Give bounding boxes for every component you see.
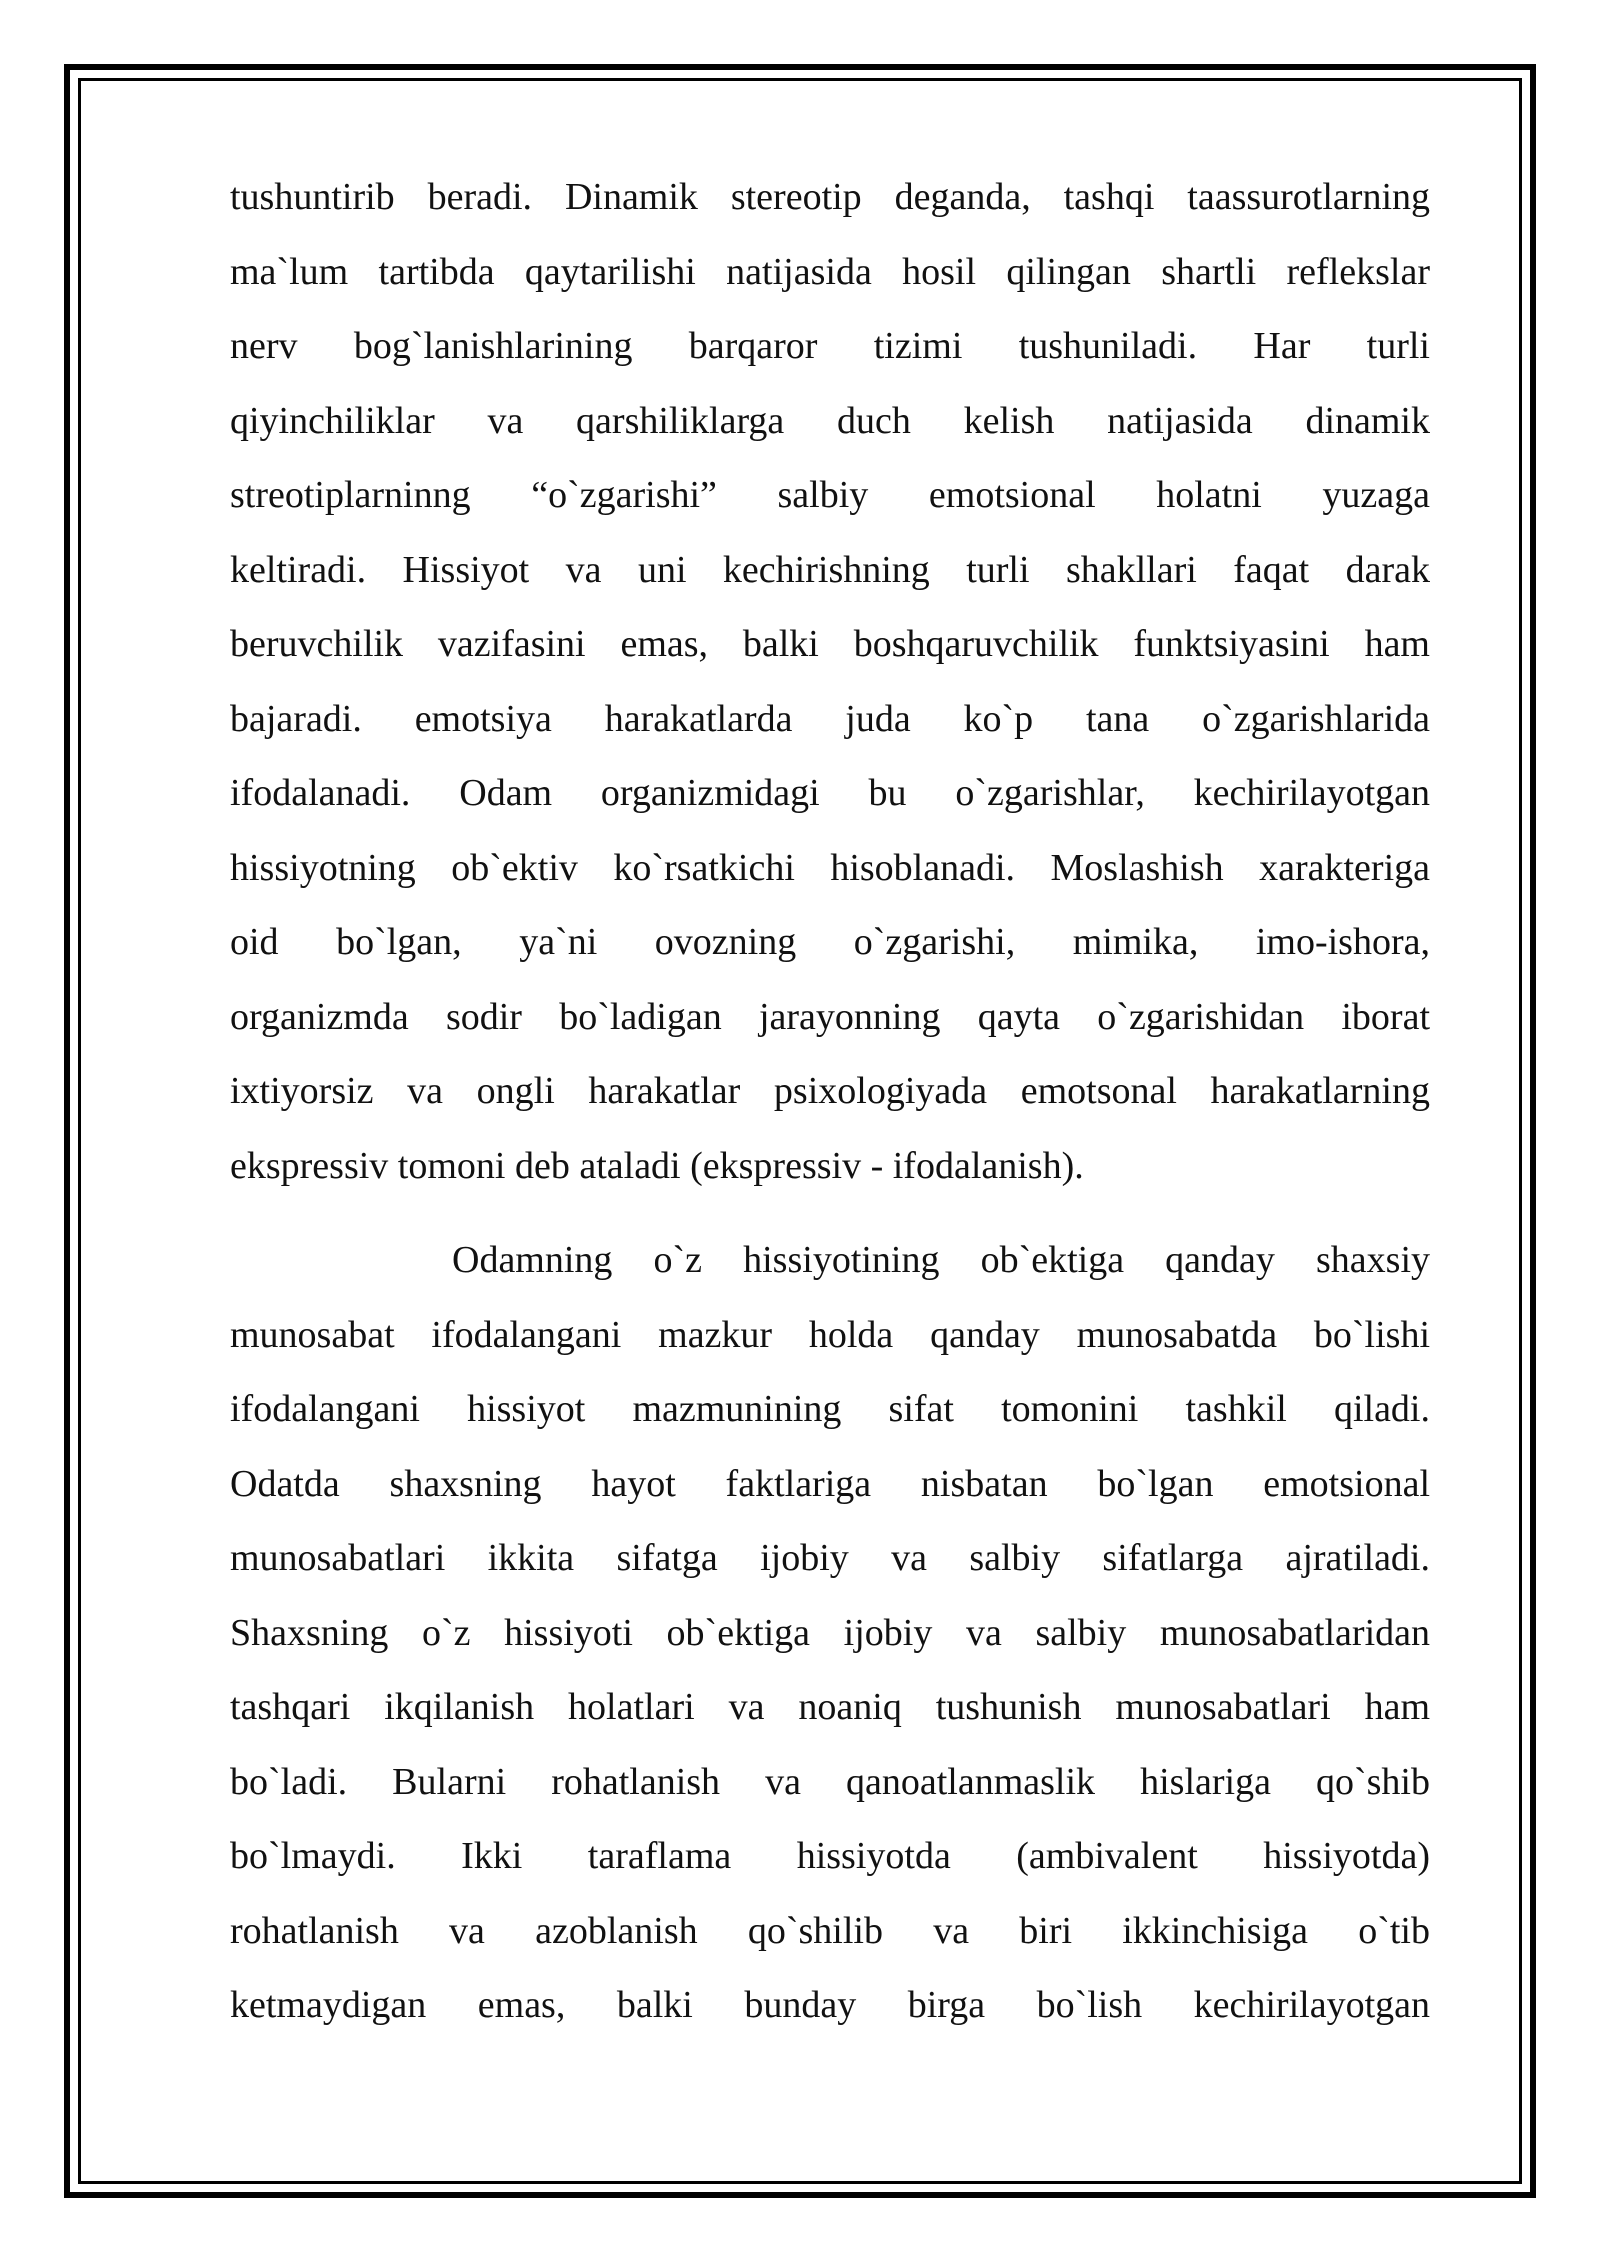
text-line: munosabatlari ikkita sifatga ijobiy va salbiy sifatlarga ajratiladi. — [230, 1537, 1430, 1579]
document-body — [230, 160, 1430, 2043]
text-line: munosabat ifodalangani mazkur holda qanday munosabatda bo`lishi — [230, 1313, 1430, 1356]
text-line: keltiradi. Hissiyot va uni kechirishning turli shakllari faqat darak — [230, 548, 1430, 591]
text-line: Odatda shaxsning hayot faktlariga nisbatan bo`lgan emotsional — [230, 1462, 1430, 1505]
text-line: bajaradi. emotsiya harakatlarda juda ko`p tana o`zgarishlarida — [230, 697, 1430, 740]
text-line: oid bo`lgan, ya`ni ovozning o`zgarishi, mimika, imo-ishora, — [230, 921, 1430, 963]
text-line: organizmda sodir bo`ladigan jarayonning qayta o`zgarishidan iborat — [230, 995, 1430, 1038]
text-line: bo`lmaydi. Ikki taraflama hissiyotda (ambivalent hissiyotda) — [230, 1835, 1430, 1877]
text-line: Shaxsning o`z hissiyoti ob`ektiga ijobiy va salbiy munosabatlaridan — [230, 1611, 1430, 1654]
text-line: tashqari ikqilanish holatlari va noaniq tushunish munosabatlari ham — [230, 1686, 1430, 1728]
text-line: ekspressiv tomoni deb ataladi (ekspressiv - ifodalanish). — [230, 1144, 1084, 1187]
text-line: bo`ladi. Bularni rohatlanish va qanoatlanmaslik hislariga qo`shib — [230, 1760, 1430, 1803]
text-line: hissiyotning ob`ektiv ko`rsatkichi hisoblanadi. Moslashish xarakteriga — [230, 846, 1430, 889]
text-line: ketmaydigan emas, balki bunday birga bo`lish kechirilayotgan — [230, 1984, 1430, 2026]
text-line: tushuntirib beradi. Dinamik stereotip deganda, tashqi taassurotlarning — [230, 176, 1430, 218]
text-line: beruvchilik vazifasini emas, balki boshqaruvchilik funktsiyasini ham — [230, 623, 1430, 665]
text-line: ifodalanadi. Odam organizmidagi bu o`zgarishlar, kechirilayotgan — [230, 772, 1430, 814]
text-line: nerv bog`lanishlarining barqaror tizimi tushuniladi. Har turli — [230, 325, 1430, 367]
text-line: ixtiyorsiz va ongli harakatlar psixologiyada emotsonal harakatlarning — [230, 1070, 1430, 1112]
paragraph-1 — [230, 160, 1430, 1203]
text-line: ma`lum tartibda qaytarilishi natijasida hosil qilingan shartli reflekslar — [230, 250, 1430, 293]
text-line: ifodalangani hissiyot mazmunining sifat tomonini tashkil qiladi. — [230, 1388, 1430, 1430]
text-line: streotiplarninng “o`zgarishi” salbiy emotsional holatni yuzaga — [230, 474, 1430, 516]
text-line: qiyinchiliklar va qarshiliklarga duch kelish natijasida dinamik — [230, 399, 1430, 442]
text-line: Odamning o`z hissiyotining ob`ektiga qanday shaxsiy — [452, 1239, 1430, 1281]
paragraph-2 — [230, 1223, 1430, 2043]
text-line: rohatlanish va azoblanish qo`shilib va biri ikkinchisiga o`tib — [230, 1909, 1430, 1952]
